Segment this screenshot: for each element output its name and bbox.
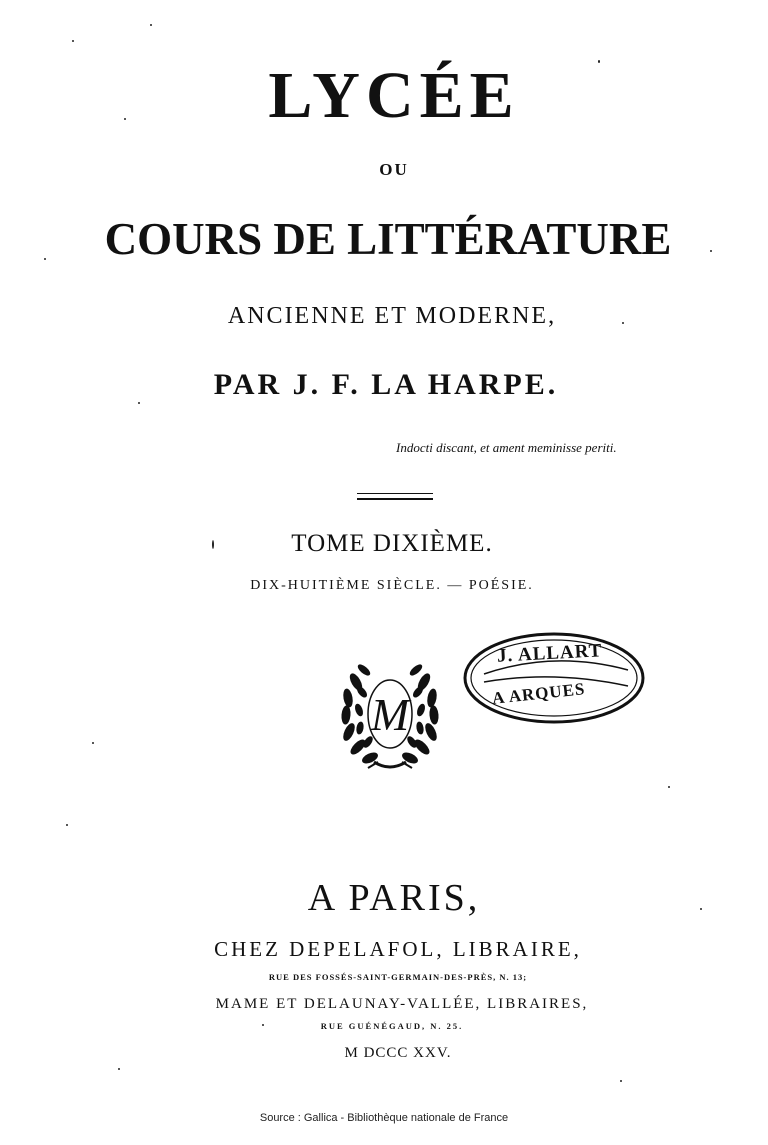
scan-speck (700, 908, 702, 910)
epigraph: Indocti discant, et ament meminisse periti. (396, 440, 617, 455)
scan-speck (212, 540, 214, 549)
scan-speck (72, 40, 74, 42)
scan-speck (118, 1068, 120, 1070)
source-credit: Source : Gallica - Bibliothèque nationale de France (259, 1112, 509, 1124)
imprint-year: M DCCC XXV. (344, 1045, 452, 1061)
ornamental-rule (357, 493, 433, 500)
imprint-address-2: RUE GUÉNÉGAUD, N. 25. (320, 1021, 464, 1031)
laurel-wreath-monogram-icon (334, 652, 446, 774)
scan-speck (668, 786, 670, 788)
stamp-owner-place: A ARQUES (491, 679, 587, 708)
book-subtitle: COURS DE LITTÉRATURE (104, 214, 672, 264)
scan-speck (44, 258, 46, 260)
scan-speck (92, 742, 94, 744)
volume-number: TOME DIXIÈME. (291, 530, 493, 557)
imprint-publisher-2: MAME ET DELAUNAY-VALLÉE, LIBRAIRES, (215, 996, 589, 1012)
scan-speck (138, 402, 140, 404)
scan-speck (66, 824, 68, 826)
scan-speck (598, 60, 600, 63)
monogram-letter: M (370, 689, 410, 740)
title-connector: OU (379, 160, 409, 179)
book-title: LYCÉE (268, 59, 520, 132)
scan-speck (710, 250, 712, 252)
imprint-publisher-1: CHEZ DEPELAFOL, LIBRAIRE, (214, 937, 582, 961)
scan-speck (150, 24, 152, 26)
volume-section: DIX-HUITIÈME SIÈCLE. — POÉSIE. (250, 578, 534, 593)
author-line: PAR J. F. LA HARPE. (213, 368, 559, 401)
imprint-city: A PARIS, (307, 877, 481, 919)
scan-speck (622, 322, 624, 324)
scan-speck (124, 118, 126, 120)
imprint-address-1: RUE DES FOSSÉS-SAINT-GERMAIN-DES-PRÈS, N. 13; (268, 972, 528, 982)
scan-speck (262, 1024, 264, 1026)
stamp-owner-name: J. ALLART (496, 640, 603, 667)
book-subtitle-qualifier: ANCIENNE ET MODERNE, (227, 303, 557, 329)
scan-speck (620, 1080, 622, 1082)
